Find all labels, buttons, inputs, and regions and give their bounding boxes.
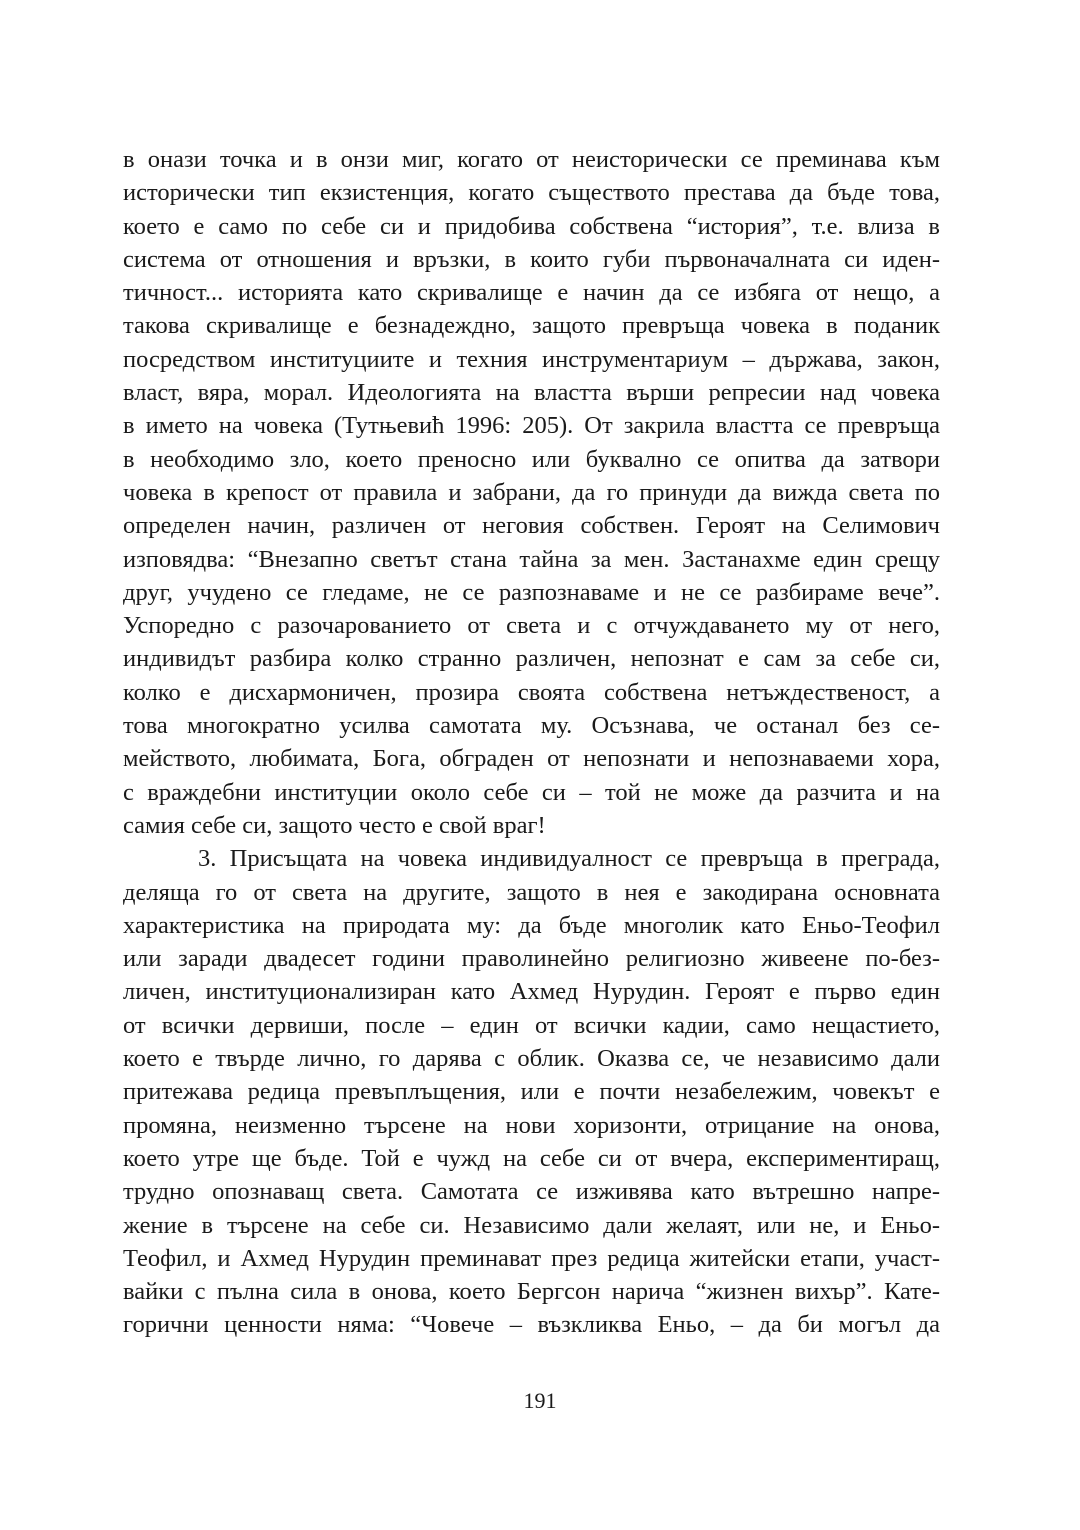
text-line: 3. Присъщата на човека индивидуалност се превръща в преграда, xyxy=(198,845,940,873)
text-line: власт, вяра, морал. Идеологията на властта върши репресии над човека xyxy=(123,379,940,407)
text-line: деляща го от света на другите, защото в нея е закодирана основната xyxy=(123,878,940,906)
text-line: мейството, любимата, Бога, обграден от непознати и непознаваеми хора, xyxy=(123,745,940,773)
text-line: исторически тип екзистенция, когато съществото престава да бъде това, xyxy=(123,179,940,207)
text-line: в името на човека (Тутњевић 1996: 205). От закрила властта се превръща xyxy=(123,412,940,440)
text-line: което утре ще бъде. Той е чужд на себе си от вчера, експериментиращ, xyxy=(123,1144,940,1172)
text-line: промяна, неизменно търсене на нови хоризонти, отрицание на онова, xyxy=(123,1111,940,1139)
text-line: такова скривалище е безнадеждно, защото превръща човека в поданик xyxy=(123,312,940,340)
text-line: притежава редица превъплъщения, или е почти незабележим, човекът е xyxy=(123,1078,940,1106)
text-line: самия себе си, защото често е свой враг! xyxy=(123,811,546,839)
text-line: в онази точка и в онзи миг, когато от неисторически се преминава към xyxy=(123,146,940,173)
text-line: индивидът разбира колко странно различен, непознат е сам за себе си, xyxy=(123,645,940,673)
text-line: посредством институциите и техния инструментариум – държава, закон, xyxy=(123,345,940,373)
text-line: горични ценности няма: “Човече – възкликва Еньо, – да би могъл да xyxy=(123,1311,940,1339)
text-line: вайки с пълна сила в онова, което Бергсон нарича “жизнен вихър”. Кате- xyxy=(123,1278,940,1306)
text-line: човека в крепост от правила и забрани, да го принуди да вижда света по xyxy=(123,478,940,506)
paragraph-2 xyxy=(123,842,940,1341)
text-line: жение в търсене на себе си. Независимо дали желаят, или не, и Еньо- xyxy=(123,1211,940,1239)
text-line: или заради двадесет години праволинейно религиозно живеене по-без- xyxy=(123,945,940,973)
page-number: 191 xyxy=(523,1388,557,1413)
text-line: друг, учудено се гледаме, не се разпознаваме и не се разбираме вече”. xyxy=(123,578,940,606)
text-line: в необходимо зло, което преносно или буквално се опитва да затвори xyxy=(123,445,940,473)
text-line: което е само по себе си и придобива собствена “история”, т.е. влиза в xyxy=(123,212,940,240)
text-line: с враждебни институции около себе си – той не може да разчита и на xyxy=(123,778,940,806)
text-line: от всички дервиши, после – един от всички кадии, само нещастието, xyxy=(123,1011,940,1039)
text-line: трудно опознаващ света. Самотата се изживява като вътрешно напре- xyxy=(123,1178,940,1206)
text-line: което е твърде лично, го дарява с облик. Оказва се, че независимо дали xyxy=(123,1045,940,1073)
text-line: характеристика на природата му: да бъде многолик като Еньо-Теофил xyxy=(123,911,940,939)
text-line: Теофил, и Ахмед Нурудин преминават през редица житейски етапи, участ- xyxy=(123,1244,940,1272)
text-line: тичност... историята като скривалище е начин да се избяга от нещо, а xyxy=(123,279,940,307)
text-line: система от отношения и връзки, в които губи първоначалната си иден- xyxy=(123,245,940,273)
text-line: колко е дисхармоничен, прозира своята собствена нетъждественост, а xyxy=(123,678,940,706)
text-line: определен начин, различен от неговия собствен. Героят на Селимович xyxy=(123,512,940,540)
text-line: Успоредно с разочарованието от света и с отчуждаването му от него, xyxy=(123,612,940,640)
text-line: това многократно усилва самотата му. Осъзнава, че останал без се- xyxy=(123,712,940,740)
page-text xyxy=(123,143,940,1342)
text-line: личен, институционализиран като Ахмед Нурудин. Героят е първо един xyxy=(123,978,940,1006)
paragraph-1 xyxy=(123,143,940,842)
text-line: изповядва: “Внезапно светът стана тайна за мен. Застанахме един срещу xyxy=(123,545,940,573)
